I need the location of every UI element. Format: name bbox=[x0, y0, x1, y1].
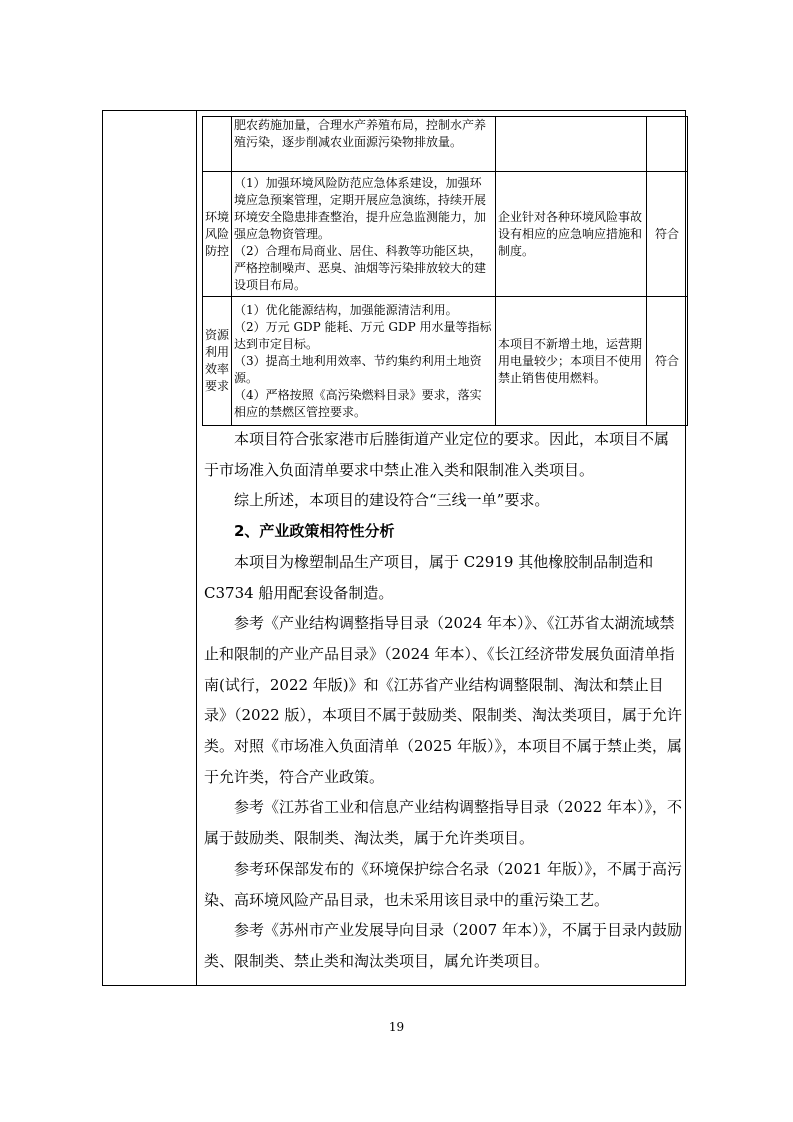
table-row bbox=[203, 117, 688, 172]
paragraph: 参考环保部发布的《环境保护综合名录（2021 年版）》，不属于高污染、高环境风险产品目录，也未采用该目录中的重污染工艺。 bbox=[204, 859, 682, 909]
paragraph: 综上所述，本项目的建设符合“三线一单”要求。 bbox=[234, 491, 550, 510]
requirement-cell bbox=[232, 117, 496, 172]
requirement-cell bbox=[232, 172, 496, 297]
situation-cell bbox=[496, 297, 647, 426]
requirement-cell bbox=[232, 297, 496, 426]
paragraph: 本项目符合张家港市后塍街道产业定位的要求。因此，本项目不属于市场准入负面清单要求中禁止准入类和限制准入类项目。 bbox=[204, 430, 670, 479]
zoning-requirements-table bbox=[202, 116, 688, 426]
situation-text: 企业针对各种环境风险事故设有相应的应急响应措施和制度。 bbox=[498, 209, 643, 258]
paragraph: 本项目为橡塑制品生产项目，属于 C2919 其他橡胶制品制造和 C3734 船用配套设备制造。 bbox=[204, 552, 654, 602]
result-cell bbox=[647, 117, 688, 172]
situation-text: 本项目不新增土地，运营期用电量较少；本项目不使用禁止销售使用燃料。 bbox=[498, 336, 643, 385]
table-row bbox=[203, 297, 688, 426]
body-text bbox=[204, 424, 682, 977]
situation-cell bbox=[496, 172, 647, 297]
page-number: 19 bbox=[388, 1020, 405, 1034]
paragraph: 参考《苏州市产业发展导向目录（2007 年本）》，不属于目录内鼓励类、限制类、禁止类和淘汰类项目，属允许类项目。 bbox=[204, 921, 682, 970]
result-cell: 符合 bbox=[647, 172, 688, 297]
paragraph: 参考《江苏省工业和信息产业结构调整指导目录（2022 年本）》，不属于鼓励类、限制类、淘汰类，属于允许类项目。 bbox=[204, 798, 682, 848]
requirement-text: （2）万元 GDP 能耗、万元 GDP 用水量等指标达到市定目标。 bbox=[234, 319, 492, 351]
section-heading: 2、产业政策相符性分析 bbox=[234, 522, 395, 541]
requirement-text: （1）优化能源结构，加强能源清洁利用。 bbox=[234, 302, 458, 317]
requirement-text: （3）提高土地利用效率、节约集约利用土地资源。 bbox=[234, 353, 482, 385]
outer-column-divider bbox=[196, 110, 197, 986]
requirement-text: （4）严格按照《高污染燃料目录》要求，落实相应的禁燃区管控要求。 bbox=[234, 387, 482, 419]
category-cell bbox=[203, 117, 232, 172]
result-cell: 符合 bbox=[647, 297, 688, 426]
requirement-text: 肥农药施加量，合理水产养殖布局，控制水产养殖污染，逐步削减农业面源污染物排放量。 bbox=[234, 118, 487, 149]
category-cell: 环境风险防控 bbox=[203, 172, 232, 297]
table-row bbox=[203, 172, 688, 297]
paragraph: 参考《产业结构调整指导目录（2024 年本）》、《江苏省太湖流域禁止和限制的产业产品目录》（2024 年本）、《长江经济带发展负面清单指南(试行，2022 年版)》和《江苏省产业结构调整限制、淘汰和禁止目录》（2022 版），本项目不属于鼓励类、限制类、淘汰类项目，属于允许类。对照《市场准入负面清单（2025 年版）》，本项目不属于禁止类，属于允许类，符合产业政策。 bbox=[204, 614, 682, 786]
requirement-text: （1）加强环境风险防范应急体系建设，加强环境应急预案管理，定期开展应急演练，持续开展环境安全隐患排查整治，提升应急监测能力，加强应急物资管理。 bbox=[234, 175, 487, 241]
situation-cell bbox=[496, 117, 647, 172]
category-cell: 资源利用效率要求 bbox=[203, 297, 232, 426]
requirement-text: （2）合理布局商业、居住、科教等功能区块，严格控制噪声、恶臭、油烟等污染排放较大的建设项目布局。 bbox=[234, 243, 487, 292]
